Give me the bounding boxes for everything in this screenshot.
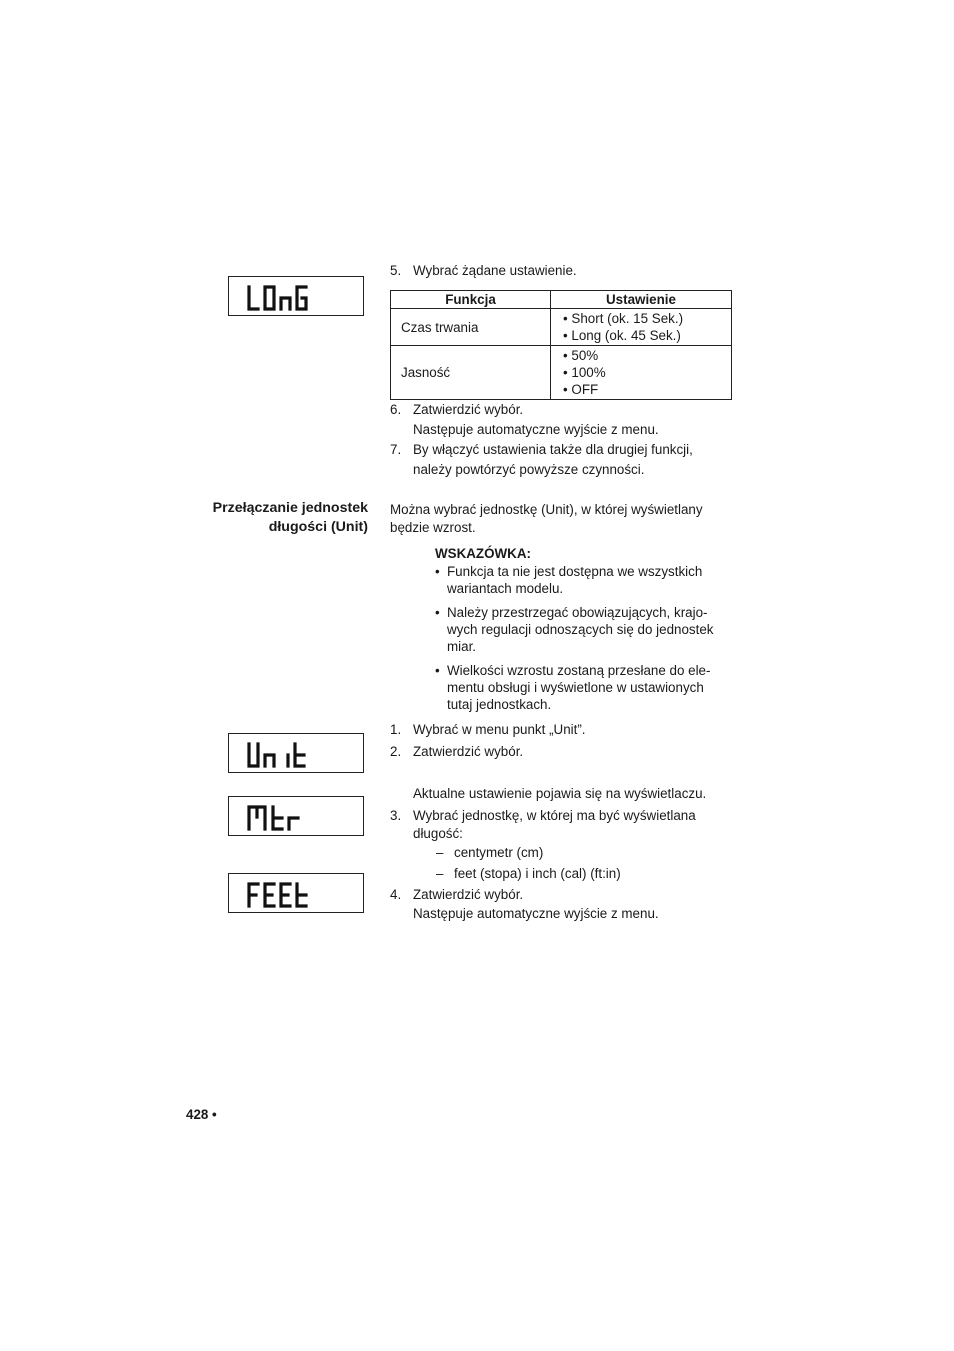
note-text: tutaj jednostkach. [447,697,552,712]
step-text: Wybrać żądane ustawienie. [413,263,577,278]
table-row [391,309,732,346]
note-bullet: • Funkcja ta nie jest dostępna we wszystkich wariantach modelu. [435,563,735,597]
lcd-feet-glyphs [229,874,365,914]
setting-cell [551,309,732,346]
column-header-function: Funkcja [391,291,551,309]
step-text: Wybrać jednostkę, w której ma być wyświetlana [413,808,696,823]
unit-option-text: centymetr (cm) [454,845,544,860]
setting-option: • 100% [563,365,606,380]
lcd-mtr-glyphs [229,797,365,837]
intro-line: Można wybrać jednostkę (Unit), w której wyświetlany [390,502,703,517]
step-text: Zatwierdzić wybór. [413,887,524,902]
note-text: wych regulacji odnoszących się do jednostek [447,622,714,637]
step-text: Następuje automatyczne wyjście z menu. [413,906,659,921]
step-number: 4. [390,887,402,902]
unit-step-1 [390,721,586,738]
table-header-row [391,291,732,309]
step-text: Zatwierdzić wybór. [413,402,524,417]
step-text: Zatwierdzić wybór. [413,744,524,759]
column-header-setting: Ustawienie [551,291,732,309]
setting-cell [551,346,732,400]
section-intro [390,501,703,536]
step-5 [390,262,577,279]
step-text: długość: [413,826,463,841]
note-text: mentu obsługi i wyświetlone w ustawionych [447,680,704,695]
unit-step-2 [390,743,523,760]
step-number: 7. [390,442,402,457]
note-bullet: • Należy przestrzegać obowiązujących, krajo- wych regulacji odnoszących się do jednostek miar. [435,604,735,655]
unit-option: – feet (stopa) i inch (cal) (ft:in) [436,866,621,881]
lcd-long-glyphs [229,277,365,317]
function-cell: Czas trwania [391,309,551,346]
lcd-unit-glyphs [229,734,365,774]
note-text: Należy przestrzegać obowiązujących, krajo- [447,605,708,620]
note-text: Wielkości wzrostu zostaną przesłane do ele- [447,663,711,678]
section-heading [150,499,368,537]
step-number: 3. [390,808,402,823]
setting-option: • OFF [563,382,599,397]
lcd-display-long [228,276,364,316]
unit-option: – centymetr (cm) [436,845,544,860]
step-7 [390,441,693,478]
note-title: WSKAZÓWKA: [435,546,531,561]
note-text: Funkcja ta nie jest dostępna we wszystkich [447,564,703,579]
setting-option: • Short (ok. 15 Sek.) [563,311,684,326]
unit-step-3 [390,807,696,842]
current-setting-text: Aktualne ustawienie pojawia się na wyświetlaczu. [413,786,707,801]
step-text: należy powtórzyć powyższe czynności. [413,462,645,477]
step-number: 2. [390,744,402,759]
page-number: 428 • [186,1107,217,1122]
settings-table [390,290,732,400]
heading-line: długości (Unit) [268,519,368,535]
unit-step-4 [390,886,659,922]
step-number: 1. [390,722,402,737]
unit-option-text: feet (stopa) i inch (cal) (ft:in) [454,866,621,881]
heading-line: Przełączanie jednostek [212,500,368,516]
step-text: By włączyć ustawienia także dla drugiej funkcji, [413,442,693,457]
setting-option: • 50% [563,348,599,363]
step-text: Wybrać w menu punkt „Unit”. [413,722,586,737]
step-text: Następuje automatyczne wyjście z menu. [413,422,659,437]
note-text: miar. [447,639,477,654]
note-bullet: • Wielkości wzrostu zostaną przesłane do ele- mentu obsługi i wyświetlone w ustawionych tutaj jednostkach. [435,662,735,713]
function-cell: Jasność [391,346,551,400]
step-number: 6. [390,402,402,417]
note-text: wariantach modelu. [447,581,564,596]
lcd-display-mtr [228,796,364,836]
setting-option: • Long (ok. 45 Sek.) [563,328,681,343]
step-number: 5. [390,263,402,278]
step-6 [390,401,659,438]
table-row [391,346,732,400]
intro-line: będzie wzrost. [390,520,476,535]
lcd-display-unit [228,733,364,773]
note-box [435,545,735,713]
lcd-display-feet [228,873,364,913]
